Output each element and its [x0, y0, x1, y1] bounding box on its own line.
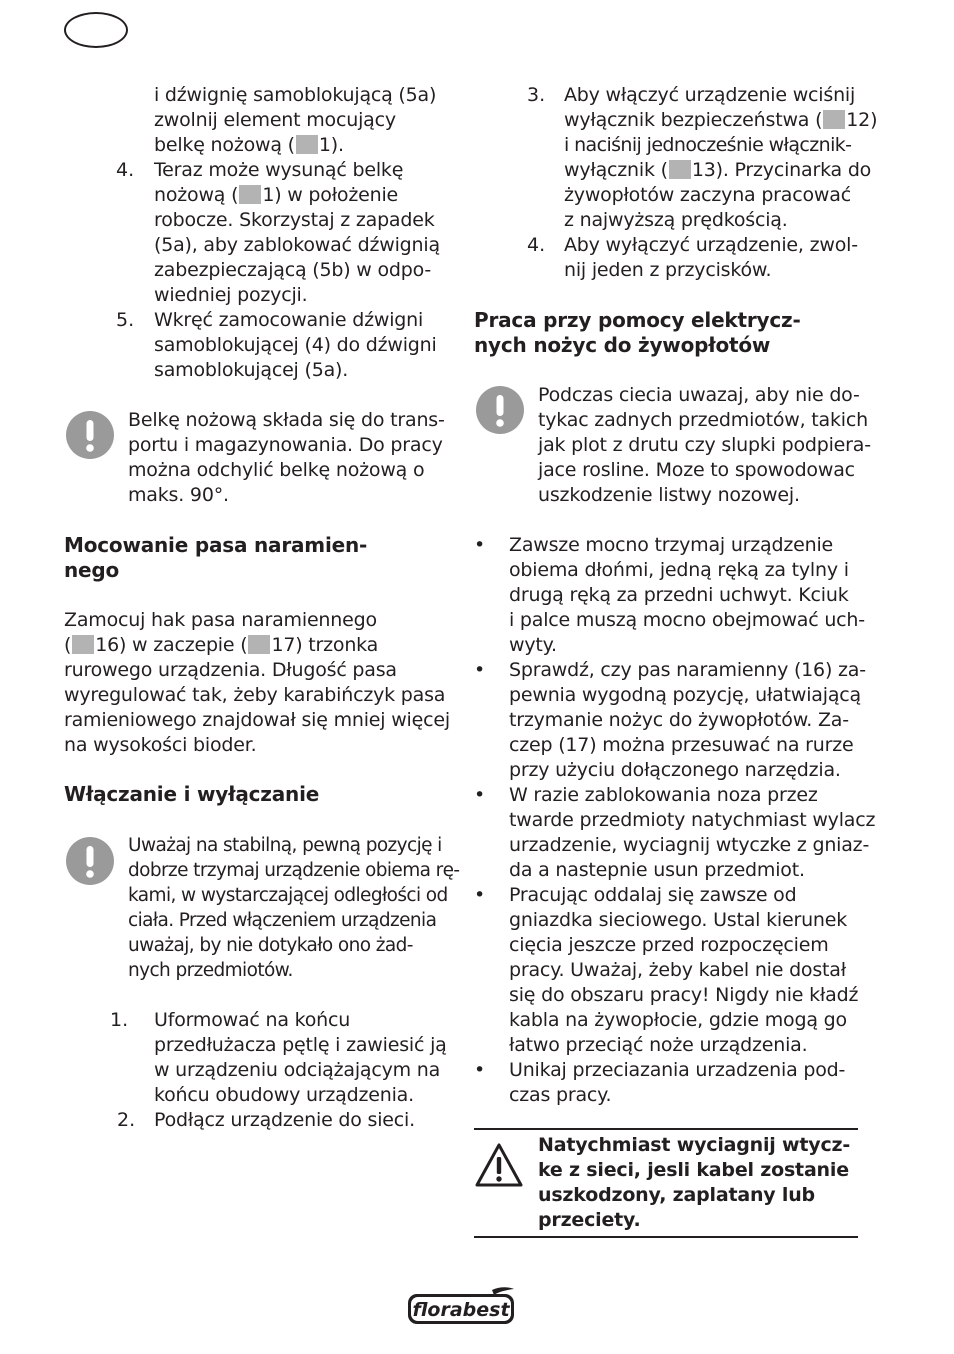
bullet-marker: • — [474, 884, 486, 906]
text-line: Teraz może wysunąć belkę — [154, 159, 404, 181]
text-line: zwolnij element mocujący — [154, 109, 396, 131]
text-line: gniazdka sieciowego. Ustal kierunek — [509, 909, 848, 931]
left-step2: Podłącz urządzenie do sieci. — [154, 1109, 415, 1131]
list-item — [474, 1058, 874, 1108]
list-item — [474, 533, 874, 658]
text-line: i dźwignię samoblokującą (5a) — [154, 84, 437, 106]
text-line: z najwyższą prędkością. — [564, 209, 788, 231]
text-line: kami, w wystarczającej odległości od — [128, 885, 448, 906]
left-step5 — [154, 308, 437, 383]
text-line: Natychmiast wyciagnij wtycz- — [538, 1134, 851, 1156]
text-line: na wysokości bioder. — [64, 734, 257, 756]
text-line: łatwo przeciąć noże urządzenia. — [509, 1034, 808, 1056]
figure-ref-box — [823, 110, 845, 129]
bullet-marker: • — [474, 1059, 486, 1081]
text-line: da a nastepnie usun przedmiot. — [509, 859, 805, 881]
text-line: dobrze trzymaj urządzenie obiema rę- — [128, 860, 460, 881]
note-stable-position — [128, 833, 460, 983]
text-line: uszkodzony, zaplatany lub — [538, 1184, 815, 1206]
text-line: i naciśnij jednocześnie włącznik- — [564, 134, 852, 156]
text-line: przeciety. — [538, 1209, 641, 1231]
text-line: rurowego urządzenia. Długość pasa — [64, 659, 397, 681]
text-line: nij jeden z przycisków. — [564, 259, 772, 281]
list-item — [474, 883, 874, 1058]
text-line: samoblokującej (4) do dźwigni — [154, 334, 437, 356]
text-line: się do obszaru pracy! Nigdy nie kładź — [509, 984, 859, 1006]
text-line: przedłużacza pętlę i zawiesić ją — [154, 1034, 447, 1056]
text-line: Uformować na końcu — [154, 1009, 351, 1031]
logo-text: florabest — [412, 1299, 510, 1321]
text-line: żywopłotów zaczyna pracować — [564, 184, 851, 206]
text-line: wyregulować tak, żeby karabińczyk pasa — [64, 684, 446, 706]
text-line: Podczas ciecia uwazaj, aby nie do- — [538, 384, 860, 406]
text-line: robocze. Skorzystaj z zapadek — [154, 209, 435, 231]
text-line: maks. 90°. — [128, 484, 229, 506]
text-line: trzymanie nożyc do żywopłotów. Za- — [509, 709, 849, 731]
figure-ref-box — [296, 135, 318, 154]
text-line: tykac zadnych przedmiotów, takich — [538, 409, 868, 431]
text-line: Zamocuj hak pasa naramiennego — [64, 609, 377, 631]
step-number: 2. — [117, 1109, 136, 1131]
text-line: wiedniej pozycji. — [154, 284, 308, 306]
text-line: ke z sieci, jesli kabel zostanie — [538, 1159, 849, 1181]
text-line: samoblokującej (5a). — [154, 359, 349, 381]
text-line: Aby wyłączyć urządzenie, zwol- — [564, 234, 858, 256]
warning-bottom-rule — [474, 1236, 858, 1238]
text-line: (5a), aby zablokować dźwignią — [154, 234, 440, 256]
text-line: portu i magazynowania. Do pracy — [128, 434, 443, 456]
text-line: wyłącznik ( 13). Przycinarka do — [564, 159, 872, 181]
bullet-marker: • — [474, 784, 486, 806]
text-line: pracy. Uważaj, żeby kabel nie dostał — [509, 959, 846, 981]
list-item — [474, 658, 874, 783]
left-step3-continuation — [154, 83, 436, 158]
text-line: ramieniowego znajdował się mniej więcej — [64, 709, 450, 731]
figure-ref-box — [669, 160, 691, 179]
text-line: W razie zablokowania noza przez — [509, 784, 818, 806]
text-line: Unikaj przeciazania urzadzenia pod- — [509, 1059, 846, 1081]
text-line: czep (17) można przesuwać na rurze — [509, 734, 854, 756]
text-line: Zawsze mocno trzymaj urządzenie — [509, 534, 834, 556]
text-line: kabla na żywopłocie, gdzie mogą go — [509, 1009, 847, 1031]
text-line: twarde przedmioty natychmiast wylacz — [509, 809, 876, 831]
text-line: belkę nożową ( 1). — [154, 134, 344, 156]
text-line: i palce muszą mocno obejmować uch- — [509, 609, 865, 631]
text-line: w urządzeniu odciążającym na — [154, 1059, 441, 1081]
figure-ref-box — [248, 635, 270, 654]
text-line: drugą ręką za przedni uchwyt. Kciuk — [509, 584, 849, 606]
text-line: wyłącznik bezpieczeństwa ( 12) — [564, 109, 878, 131]
warning-top-rule — [474, 1128, 858, 1130]
heading-line: Włączanie i wyłączanie — [64, 782, 320, 806]
bullet-marker: • — [474, 659, 486, 681]
warning-text — [538, 1133, 850, 1233]
text-line: cięcia jeszcze przed rozpoczęciem — [509, 934, 829, 956]
figure-ref-box — [72, 635, 94, 654]
warning-triangle-icon — [474, 1142, 524, 1192]
text-line: jace rosline. Moze to spowodowac — [538, 459, 855, 481]
note-cutting — [538, 383, 871, 508]
text-line: Belkę nożową składa się do trans- — [128, 409, 445, 431]
safety-bullet-list — [474, 533, 874, 1108]
heading-line: nych nożyc do żywopłotów — [474, 333, 771, 357]
step-number: 4. — [116, 159, 135, 181]
figure-ref-box — [239, 185, 261, 204]
text-line: pewnia wygodną pozycję, ułatwiającą — [509, 684, 861, 706]
step-number: 3. — [527, 84, 546, 106]
step-number: 5. — [116, 309, 135, 331]
left-step1 — [154, 1008, 447, 1108]
exclamation-icon — [476, 386, 524, 434]
paragraph-shoulder-strap — [64, 608, 450, 758]
right-step4 — [564, 233, 858, 283]
step-number: 1. — [110, 1009, 129, 1031]
text-line: końcu obudowy urządzenia. — [154, 1084, 414, 1106]
step-number: 4. — [527, 234, 546, 256]
text-line: wyty. — [509, 634, 557, 656]
text-line: zabezpieczającą (5b) w odpo- — [154, 259, 432, 281]
florabest-logo — [406, 1286, 516, 1326]
note-transport — [128, 408, 445, 508]
text-line: uszkodzenie listwy nozowej. — [538, 484, 800, 506]
text-line: Sprawdź, czy pas naramienny (16) za- — [509, 659, 866, 681]
text-line: przy użyciu dołączonego narzędzia. — [509, 759, 841, 781]
text-line: Uważaj na stabilną, pewną pozycję i — [128, 835, 442, 856]
text-line: jak plot z drutu czy slupki podpiera- — [538, 434, 871, 456]
right-step3 — [564, 83, 877, 233]
section-heading-shoulder-strap — [64, 533, 367, 583]
left-step4 — [154, 158, 440, 308]
bullet-marker: • — [474, 534, 486, 556]
text-line: nych przedmiotów. — [128, 960, 293, 981]
section-heading-on-off — [64, 782, 319, 807]
text-line: uważaj, by nie dotykało ono żad- — [128, 935, 413, 956]
language-badge — [64, 12, 128, 48]
text-line: urzadzenie, wyciagnij wtyczke z gniaz- — [509, 834, 870, 856]
exclamation-icon — [66, 411, 114, 459]
heading-line: Mocowanie pasa naramien- — [64, 533, 368, 557]
text-line: można odchylić belkę nożową o — [128, 459, 425, 481]
list-item — [474, 783, 874, 883]
heading-line: Praca przy pomocy elektrycz- — [474, 308, 801, 332]
heading-line: nego — [64, 558, 120, 582]
text-line: czas pracy. — [509, 1084, 612, 1106]
section-heading-operation — [474, 308, 801, 358]
text-line: obiema dłońmi, jedną ręką za tylny i — [509, 559, 849, 581]
text-line: ( 16) w zaczepie ( 17) trzonka — [64, 634, 379, 656]
exclamation-icon — [66, 837, 114, 885]
text-line: ciała. Przed włączeniem urządzenia — [128, 910, 437, 931]
text-line: Wkręć zamocowanie dźwigni — [154, 309, 424, 331]
text-line: Aby włączyć urządzenie wciśnij — [564, 84, 856, 106]
text-line: Pracując oddalaj się zawsze od — [509, 884, 797, 906]
text-line: nożową ( 1) w położenie — [154, 184, 399, 206]
